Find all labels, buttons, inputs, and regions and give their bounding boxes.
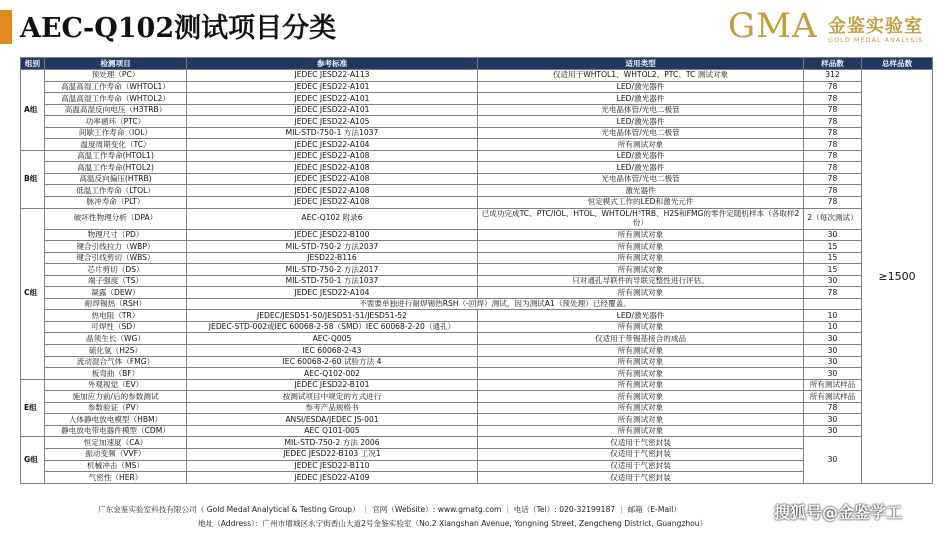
table-row (21, 310, 933, 322)
table-row (21, 414, 933, 426)
item-cell: 键合引线拉力（WBP） (45, 241, 187, 253)
sample-cell: 312 (804, 70, 862, 82)
sample-cell: 30 (804, 345, 862, 357)
standard-cell: MIL-STD-750-1 方法1037 (187, 275, 478, 287)
standard-cell: 按测试项目中规定的方式进行 (187, 391, 478, 403)
type-cell: 光电晶体管/光电二极管 (478, 127, 804, 139)
standard-cell: JEDEC-STD-002或IEC 60068-2-58（SMD）IEC 60068-2-20（通孔） (187, 321, 478, 333)
group-cell: B组 (21, 150, 45, 208)
type-cell: 所有测试对象 (478, 252, 804, 264)
standard-cell: JEDEC JESD22-A109 (187, 472, 478, 484)
sample-cell: 30 (804, 425, 862, 437)
type-cell: LED/激光器件 (478, 93, 804, 105)
sample-cell: 所有测试样品 (804, 391, 862, 403)
item-cell: 硫化氢（H2S） (45, 345, 187, 357)
type-cell: 光电晶体管/光电二极管 (478, 104, 804, 116)
table-row (21, 241, 933, 253)
item-cell: 脉冲寿命（PLT） (45, 197, 187, 209)
table-row (21, 379, 933, 391)
standard-cell: MIL-STD-750-2 方法 2006 (187, 437, 478, 449)
type-cell: 已成功完成TC、PTC/IOL、HTOL、WHTOL/H³TRB、H2S和FMG的零件定随机样本（各取样2份） (478, 208, 804, 229)
standard-cell: MIL-STD-750-2 方法2037 (187, 241, 478, 253)
standard-cell: JEDEC JESD22-A104 (187, 287, 478, 299)
standard-cell: JEDEC JESD22-A113 (187, 70, 478, 82)
standard-cell: JEDEC JESD22-A108 (187, 162, 478, 174)
item-cell: 可焊性（SD） (45, 321, 187, 333)
note-cell: 不需要单独进行耐焊锡热RSH（-回焊）测试，因为测试A1（预处理）已经覆盖。 (187, 298, 804, 310)
item-cell: 耐焊锡热（RSH） (45, 298, 187, 310)
item-cell: 高温高湿工作寿命（WHTOL2） (45, 93, 187, 105)
table-row (21, 185, 933, 197)
table-row (21, 333, 933, 345)
sample-cell (804, 298, 862, 310)
standard-cell: AEC-Q005 (187, 333, 478, 345)
standard-cell: 参考产品规格书 (187, 402, 478, 414)
sample-cell: 78 (804, 173, 862, 185)
table-row (21, 81, 933, 93)
standard-cell: JESD22-B116 (187, 252, 478, 264)
type-cell: 所有测试对象 (478, 368, 804, 380)
item-cell: 参数验证（PV） (45, 402, 187, 414)
type-cell: 所有测试对象 (478, 391, 804, 403)
table-row (21, 150, 933, 162)
column-header-sample: 样品数 (804, 58, 862, 70)
table-row (21, 472, 933, 484)
table-row (21, 437, 933, 449)
sample-cell: 78 (804, 104, 862, 116)
company-logo (728, 6, 940, 46)
type-cell: 所有测试对象 (478, 139, 804, 151)
item-cell: 流动混合气体（FMG） (45, 356, 187, 368)
table-row (21, 402, 933, 414)
sample-cell: 78 (804, 93, 862, 105)
type-cell: LED/激光器件 (478, 310, 804, 322)
item-cell: 板弯曲（BF） (45, 368, 187, 380)
type-cell: 所有测试对象 (478, 287, 804, 299)
standard-cell: JEDEC JESD22-A108 (187, 150, 478, 162)
item-cell: 键合引线剪切（WBS） (45, 252, 187, 264)
standard-cell: AEC Q101-005 (187, 425, 478, 437)
item-cell: 破坏性物理分析（DPA） (45, 208, 187, 229)
standard-cell: JEDEC JESD22-B110 (187, 460, 478, 472)
sample-cell: 78 (804, 127, 862, 139)
item-cell: 高温高湿反向电压（H3TRB） (45, 104, 187, 116)
column-header-total: 总样品数 (862, 58, 933, 70)
sample-cell: 30 (804, 414, 862, 426)
group-cell: A组 (21, 70, 45, 151)
sample-cell: 30 (804, 333, 862, 345)
standard-cell: IEC 60068-2-43 (187, 345, 478, 357)
type-cell: 仅适用于气密封装 (478, 460, 804, 472)
logo-english-text: GOLD MEDAL ANALYSIS (828, 36, 924, 44)
type-cell: 所有测试对象 (478, 402, 804, 414)
sample-cell: 所有测试样品 (804, 379, 862, 391)
type-cell: 所有测试对象 (478, 425, 804, 437)
standard-cell: JEDEC JESD22-A105 (187, 116, 478, 128)
table-row (21, 321, 933, 333)
type-cell: LED/激光器件 (478, 150, 804, 162)
sample-cell: 30 (804, 275, 862, 287)
column-header-type: 适用类型 (478, 58, 804, 70)
title-accent-bar (0, 10, 12, 44)
item-cell: 热电阻（TR） (45, 310, 187, 322)
sample-cell: 78 (804, 162, 862, 174)
table-row (21, 208, 933, 229)
column-header-standard: 参考标准 (187, 58, 478, 70)
sample-cell: 78 (804, 150, 862, 162)
item-cell: 高温反向偏压(HTRB) (45, 173, 187, 185)
table-header-row (21, 58, 933, 70)
standard-cell: JEDEC JESD22-A101 (187, 104, 478, 116)
sample-cell: 30 (804, 368, 862, 380)
sample-cell: 30 (804, 437, 862, 483)
standard-cell: JEDEC JESD22-B101 (187, 379, 478, 391)
footer-contact-line: 广东金鉴实验室科技有限公司（ Gold Medal Analytical & Testing Group） ｜ 官网（Website）: www.gmatg.com ｜ 电话（Tel）: 020-32199187 ｜ 邮箱（E-Mail） (98, 505, 681, 514)
standard-cell: JEDEC JESD22-B103 工况1 (187, 448, 478, 460)
table-row (21, 425, 933, 437)
item-cell: 温度周期变化（TC） (45, 139, 187, 151)
sample-cell: 78 (804, 197, 862, 209)
table-row (21, 368, 933, 380)
item-cell: 恒定加速度（CA） (45, 437, 187, 449)
watermark: 搜狐号@金鉴学工 (774, 503, 903, 522)
table-row (21, 116, 933, 128)
standard-cell: MIL-STD-750-2 方法2017 (187, 264, 478, 276)
standard-cell: ANSI/ESDA/JEDEC JS-001 (187, 414, 478, 426)
table-row (21, 139, 933, 151)
sample-cell: 78 (804, 402, 862, 414)
item-cell: 高温高湿工作寿命（WHTOL1） (45, 81, 187, 93)
item-cell: 人体静电放电模型（HBM） (45, 414, 187, 426)
item-cell: 高温工作寿命(HTOL2) (45, 162, 187, 174)
table-row (21, 356, 933, 368)
sample-cell: 30 (804, 229, 862, 241)
sample-cell: 15 (804, 252, 862, 264)
footer-address-line: 地址（Address）：广州市增城区永宁街香山大道2号金鉴实验室（No.2 Xiangshan Avenue, Yongning Street, Zengcheng District, Guangzhou） (198, 519, 708, 528)
standard-cell: JEDEC JESD22-A104 (187, 139, 478, 151)
standard-cell: JEDEC JESD22-A108 (187, 185, 478, 197)
item-cell: 机械冲击（MS） (45, 460, 187, 472)
type-cell: 所有测试对象 (478, 241, 804, 253)
table-row (21, 252, 933, 264)
item-cell: 气密性（HER） (45, 472, 187, 484)
table-row (21, 197, 933, 209)
type-cell: 仅适用于气密封装 (478, 472, 804, 484)
table-row (21, 229, 933, 241)
table-row (21, 93, 933, 105)
type-cell: 恒定模式工作的LED和激光元件 (478, 197, 804, 209)
sample-cell: 15 (804, 241, 862, 253)
sample-cell: 10 (804, 321, 862, 333)
type-cell: 所有测试对象 (478, 414, 804, 426)
table-row (21, 70, 933, 82)
item-cell: 物理尺寸（PD） (45, 229, 187, 241)
type-cell: 所有测试对象 (478, 229, 804, 241)
item-cell: 芯片剪切（DS） (45, 264, 187, 276)
item-cell: 凝露（DEW） (45, 287, 187, 299)
item-cell: 施加应力前/后的参数测试 (45, 391, 187, 403)
sample-cell: 78 (804, 116, 862, 128)
test-items-table-container (20, 57, 932, 484)
type-cell: 只对通孔导联件的导联完整性进行评估。 (478, 275, 804, 287)
group-cell: G组 (21, 437, 45, 483)
sample-cell: 78 (804, 287, 862, 299)
group-cell: E组 (21, 379, 45, 437)
item-cell: 高温工作寿命(HTOL1) (45, 150, 187, 162)
table-row (21, 127, 933, 139)
item-cell: 端子强度（TS） (45, 275, 187, 287)
table-row (21, 275, 933, 287)
sample-cell: 30 (804, 356, 862, 368)
type-cell: 仅适用于WHTOL1、WHTOL2、PTC、TC 测试对象 (478, 70, 804, 82)
standard-cell: AEC-Q102 附录6 (187, 208, 478, 229)
item-cell: 功率循环（PTC） (45, 116, 187, 128)
test-items-table (20, 57, 933, 484)
page-title: AEC-Q102测试项目分类 (20, 13, 337, 44)
type-cell: 激光器件 (478, 185, 804, 197)
type-cell: 所有测试对象 (478, 345, 804, 357)
standard-cell: JEDEC/JESD51-50/JESD51-51/JESD51-52 (187, 310, 478, 322)
sample-cell: 10 (804, 310, 862, 322)
sample-cell: 15 (804, 264, 862, 276)
standard-cell: MIL-STD-750-1 方法1037 (187, 127, 478, 139)
standard-cell: JEDEC JESD22-A108 (187, 197, 478, 209)
sample-cell: 78 (804, 81, 862, 93)
type-cell: LED/激光器件 (478, 162, 804, 174)
logo-gma-text: GMA (728, 6, 818, 46)
standard-cell: AEC-Q102-002 (187, 368, 478, 380)
logo-chinese-text: 金鉴实验室 (828, 16, 923, 37)
item-cell: 间歇工作寿命（IOL） (45, 127, 187, 139)
standard-cell: JEDEC JESD22-A101 (187, 93, 478, 105)
table-row (21, 448, 933, 460)
type-cell: 所有测试对象 (478, 321, 804, 333)
table-row (21, 345, 933, 357)
type-cell: 所有测试对象 (478, 264, 804, 276)
type-cell: 所有测试对象 (478, 356, 804, 368)
sample-cell: 78 (804, 185, 862, 197)
group-cell: C组 (21, 208, 45, 379)
table-row (21, 162, 933, 174)
type-cell: 光电晶体管/光电二极管 (478, 173, 804, 185)
item-cell: 晶须生长（WG） (45, 333, 187, 345)
standard-cell: JEDEC JESD22-B100 (187, 229, 478, 241)
table-row (21, 298, 933, 310)
item-cell: 预处理（PC） (45, 70, 187, 82)
total-sample-cell: ≥1500 (862, 70, 933, 484)
sample-cell: 78 (804, 139, 862, 151)
standard-cell: JEDEC JESD22-A108 (187, 173, 478, 185)
type-cell: 仅适用于气密封装 (478, 448, 804, 460)
standard-cell: IEC 60068-2-60 试验方法 4 (187, 356, 478, 368)
table-body (21, 70, 933, 484)
type-cell: LED/激光器件 (478, 116, 804, 128)
item-cell: 外观视觉（EV） (45, 379, 187, 391)
table-row (21, 391, 933, 403)
item-cell: 振动变频（VVF） (45, 448, 187, 460)
type-cell: 所有测试对象 (478, 379, 804, 391)
type-cell: 仅适用于气密封装 (478, 437, 804, 449)
column-header-group: 组别 (21, 58, 45, 70)
item-cell: 静电放电带电器件模型（CDM） (45, 425, 187, 437)
item-cell: 低温工作寿命（LTOL） (45, 185, 187, 197)
table-row (21, 287, 933, 299)
type-cell: 仅适用于带锡基接合的成品 (478, 333, 804, 345)
table-row (21, 460, 933, 472)
table-row (21, 264, 933, 276)
table-row (21, 173, 933, 185)
column-header-item: 检测项目 (45, 58, 187, 70)
sample-cell: 2（每次测试） (804, 208, 862, 229)
standard-cell: JEDEC JESD22-A101 (187, 81, 478, 93)
table-row (21, 104, 933, 116)
type-cell: LED/激光器件 (478, 81, 804, 93)
